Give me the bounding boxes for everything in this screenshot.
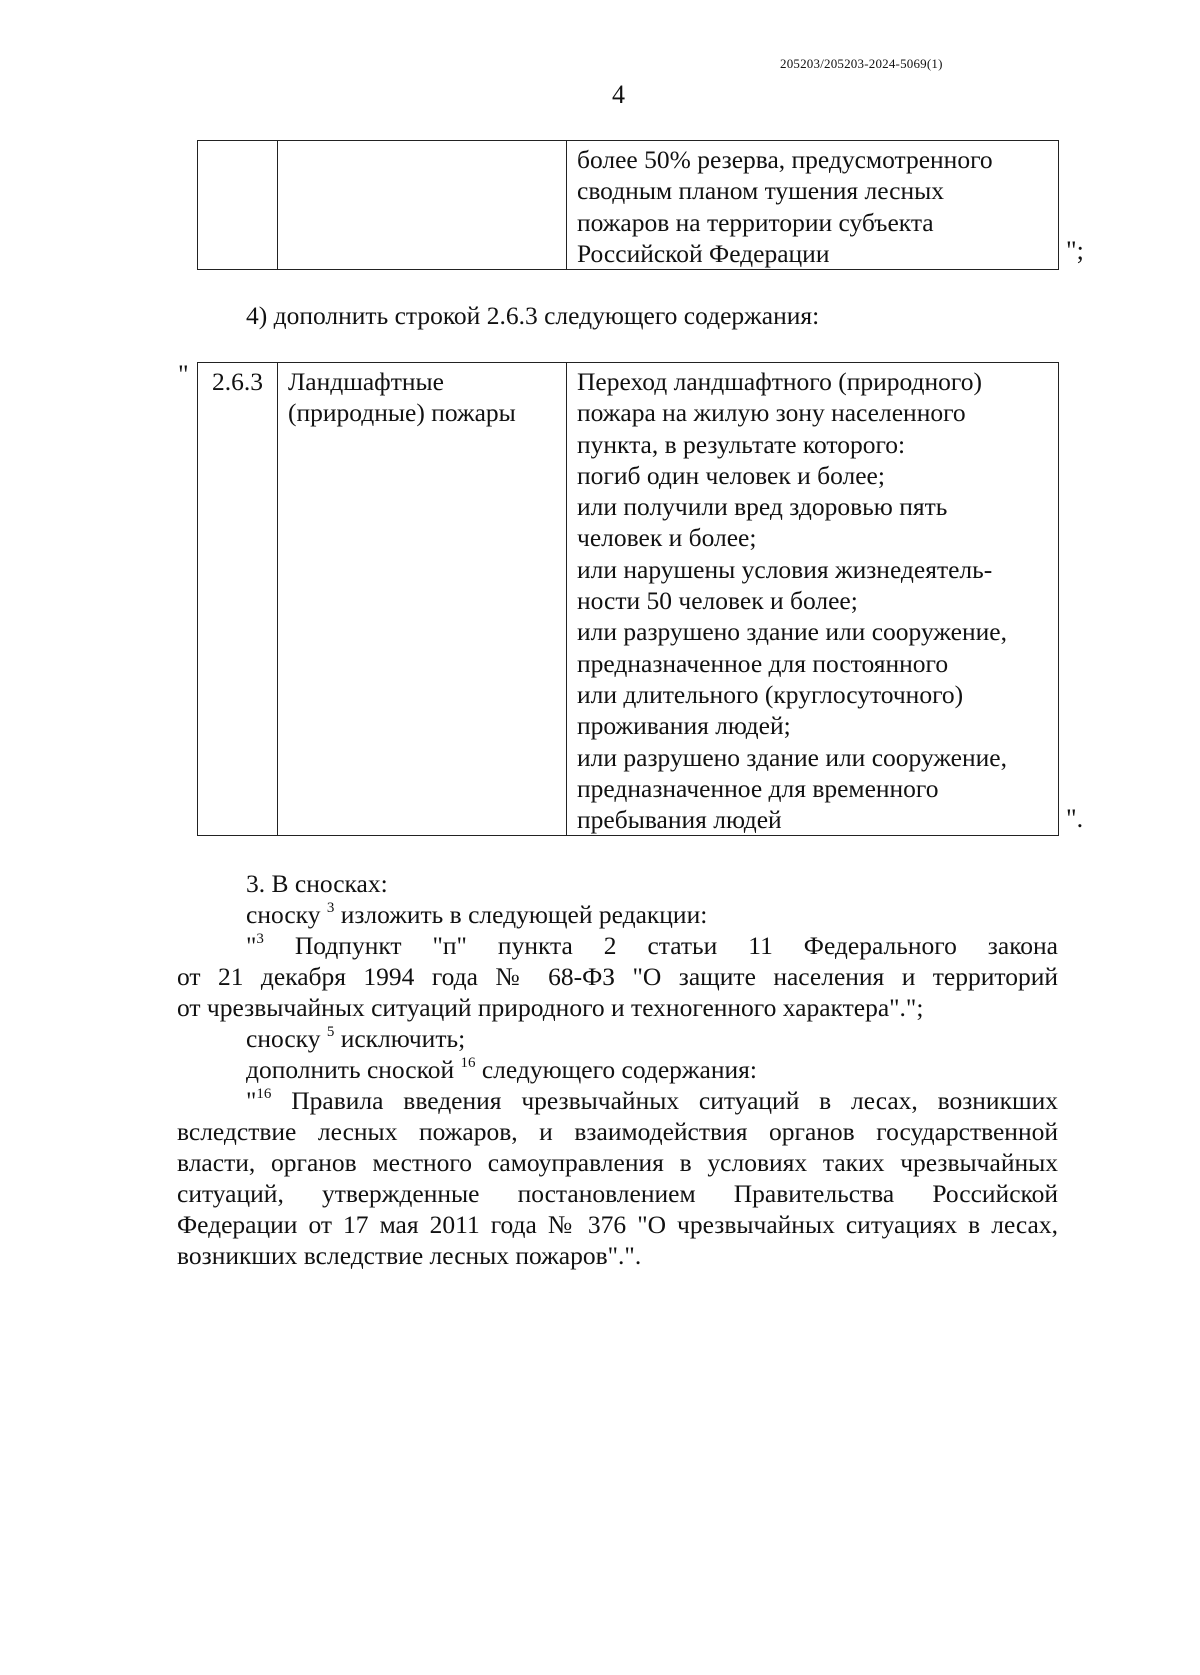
table-cell-name (278, 363, 567, 836)
text-fragment: Правила введения чрезвычайных ситуаций в лесах, возникших (291, 1086, 1058, 1115)
text-fragment: следующего содержания: (481, 1055, 757, 1084)
footnote-16-text-line: Федерации от 17 мая 2011 года № 376 "О чрезвычайных ситуациях в лесах, (177, 1210, 1058, 1239)
footnote-16-text-line: власти, органов местного самоуправления в условиях таких чрезвычайных (177, 1148, 1058, 1177)
table-cell-line: Ландшафтные (288, 367, 444, 396)
table-cell-criteria (567, 141, 1059, 270)
table-cell-line: ности 50 человек и более; (577, 586, 858, 616)
table-cell-empty (198, 141, 278, 270)
table-cell-line: проживания людей; (577, 711, 791, 741)
table-cell-criteria (567, 363, 1059, 836)
section-heading: 3. В сносках: (246, 869, 388, 898)
quote-open: "$^3$ (246, 931, 264, 960)
text-fragment: сноску (246, 900, 321, 929)
opening-quote-mark: " (178, 360, 189, 389)
table-cell-line: или разрушено здание или сооружение, (577, 742, 1007, 772)
table-cell-line: пожара на жилую зону населенного (577, 398, 966, 428)
footnote-ref: 16 (460, 1055, 476, 1071)
text-fragment: сноску (246, 1024, 321, 1053)
table-continuation (197, 140, 1059, 270)
text-fragment: дополнить сноской (246, 1055, 455, 1084)
table-row-2-6-3 (197, 362, 1059, 836)
text-fragment: изложить в следующей редакции: (340, 900, 708, 929)
table-cell-line: или разрушено здание или сооружение, (577, 617, 1007, 647)
row-code: 2.6.3 (212, 367, 263, 396)
footnote-3-text-line: от 21 декабря 1994 года № 68-ФЗ "О защите населения и территорий (177, 962, 1058, 991)
document-id: 205203/205203-2024-5069(1) (780, 56, 943, 71)
table-cell-code (198, 363, 278, 836)
table-cell-line: сводным планом тушения лесных (577, 176, 945, 206)
table-cell-line: или получили вред здоровью пять (577, 492, 948, 522)
table-cell-empty (278, 141, 567, 270)
footnote-3-instruction (246, 899, 707, 930)
footnote-5-instruction (246, 1023, 465, 1054)
quote-open: "$^{16}$ (246, 1086, 272, 1115)
table-cell-line: более 50% резерва, предусмотренного (577, 145, 993, 174)
table-cell-line: или нарушены условия жизнедеятель- (577, 554, 993, 584)
table-cell-line: пребывания людей (577, 805, 782, 835)
page-number: 4 (612, 80, 625, 109)
closing-quote-mark: "; (1066, 236, 1084, 265)
footnote-3-text-line (246, 930, 1058, 961)
table-cell-line: Российской Федерации (577, 238, 830, 268)
text-fragment: исключить; (340, 1024, 466, 1053)
footnote-3-text-line: от чрезвычайных ситуаций природного и техногенного характера"."; (177, 993, 924, 1022)
table-cell-line: человек и более; (577, 523, 757, 553)
table-cell-line: предназначенное для постоянного (577, 648, 949, 678)
closing-quote-mark: ". (1066, 804, 1084, 833)
footnote-ref: 3 (326, 900, 335, 916)
table-cell-line: предназначенное для временного (577, 773, 939, 803)
footnote-16-text-line (246, 1085, 1058, 1116)
footnote-16-instruction (246, 1054, 757, 1085)
table-cell-line: пожаров на территории субъекта (577, 207, 934, 237)
table-cell-line: погиб один человек и более; (577, 460, 885, 490)
table-cell-line: или длительного (круглосуточного) (577, 679, 964, 709)
table-cell-line: пункта, в результате которого: (577, 429, 906, 459)
text-fragment: Подпункт "п" пункта 2 статьи 11 Федерального закона (294, 931, 1059, 960)
table-cell-line: Переход ландшафтного (природного) (577, 367, 982, 396)
footnote-16-text-line: вследствие лесных пожаров, и взаимодействия органов государственной (177, 1117, 1058, 1146)
footnote-ref: 5 (326, 1024, 335, 1040)
footnote-16-text-line: возникших вследствие лесных пожаров".". (177, 1241, 642, 1270)
footnote-16-text-line: ситуаций, утвержденные постановлением Правительства Российской (177, 1179, 1058, 1208)
table-cell-line: (природные) пожары (288, 398, 516, 428)
instruction-text: 4) дополнить строкой 2.6.3 следующего содержания: (246, 301, 820, 330)
